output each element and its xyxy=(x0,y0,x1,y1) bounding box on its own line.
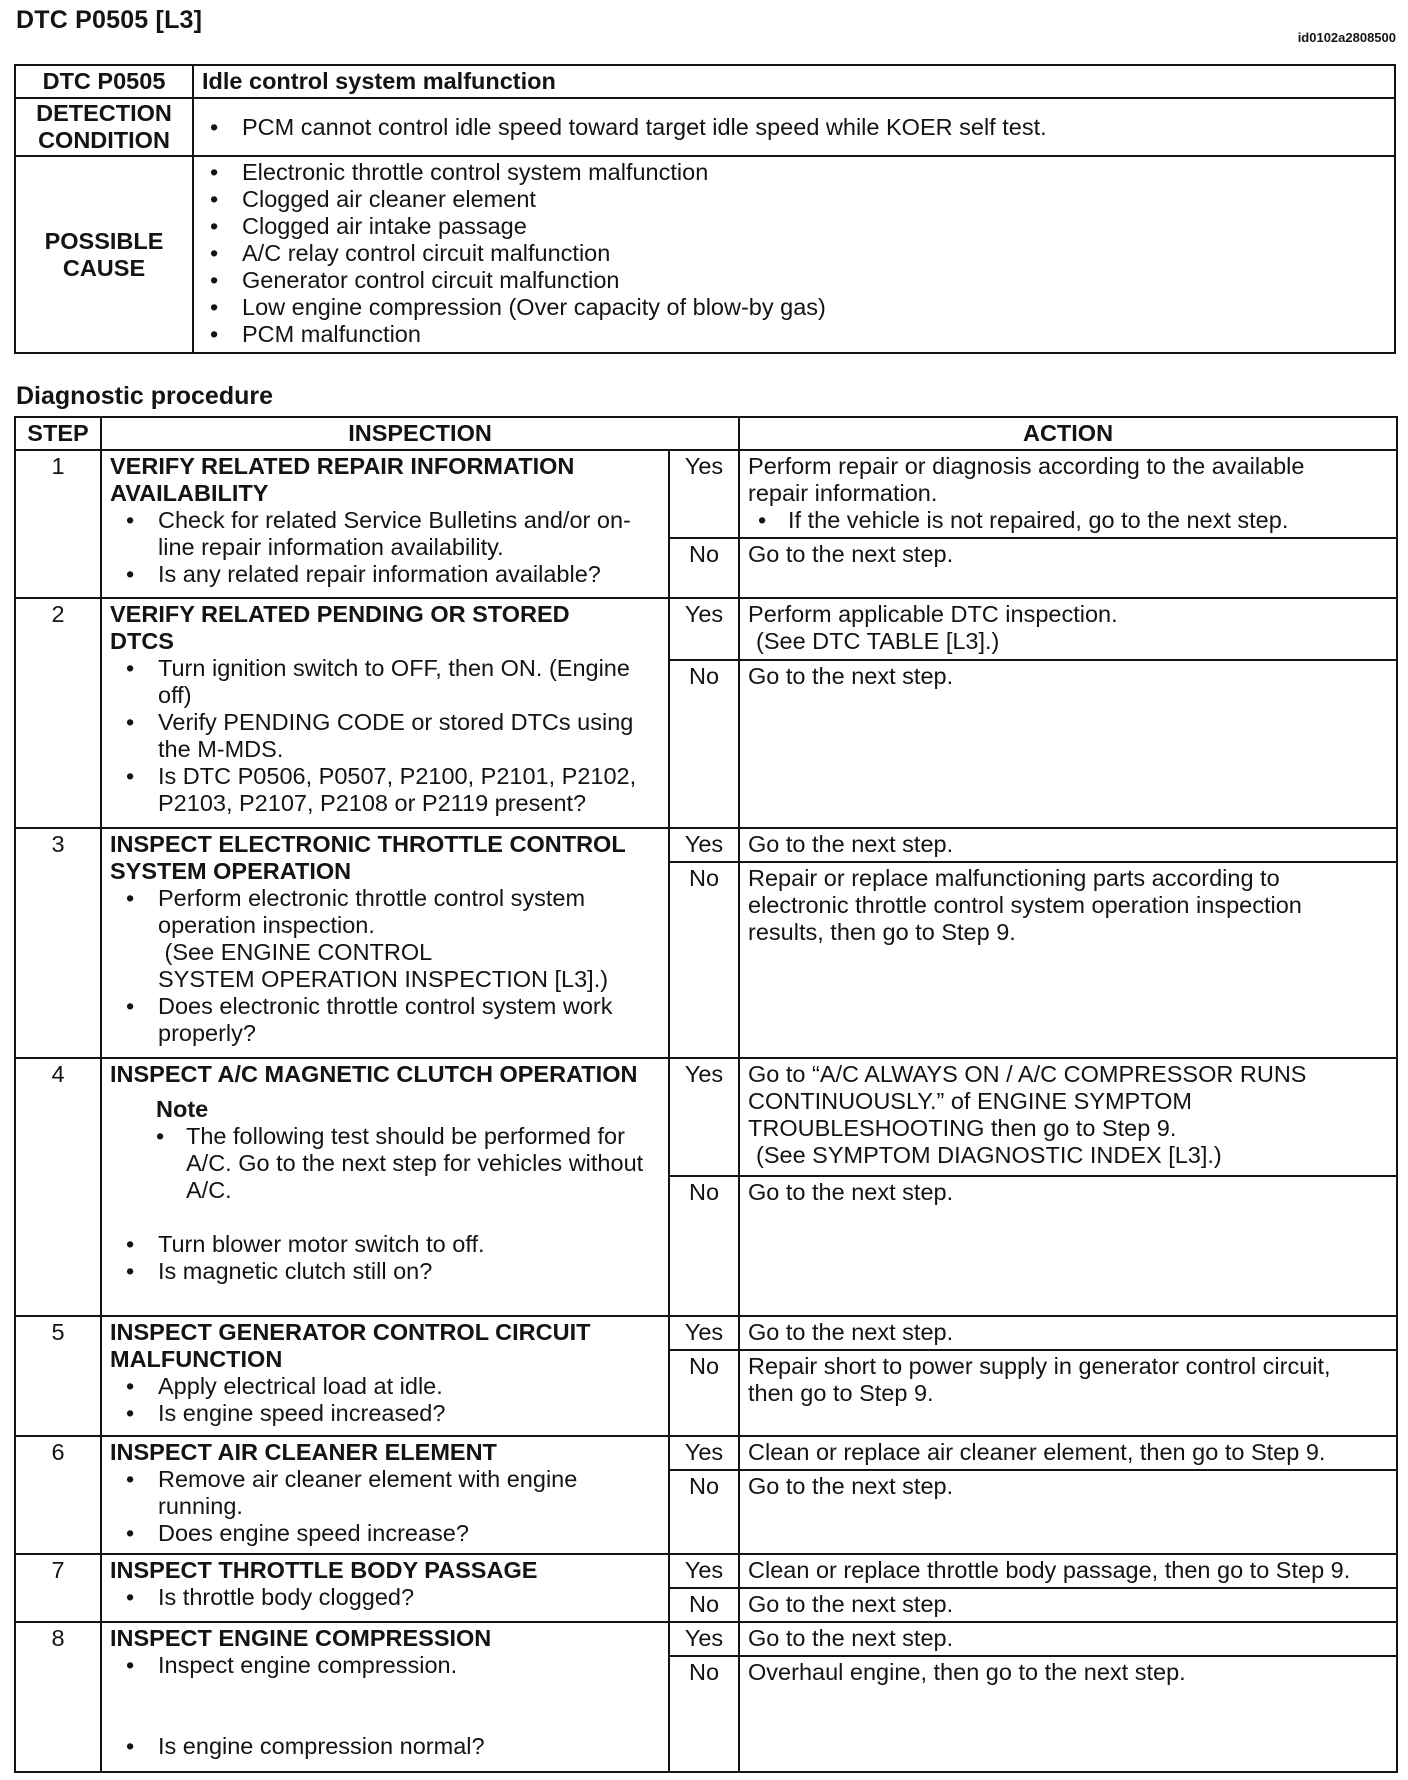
action-line: Go to “A/C ALWAYS ON / A/C COMPRESSOR RUNS xyxy=(748,1061,1307,1087)
detection-item: • PCM cannot control idle speed toward target idle speed while KOER self test. xyxy=(194,114,1390,141)
inspection-title-line: SYSTEM OPERATION xyxy=(110,858,352,884)
inspection-title-line: VERIFY RELATED REPAIR INFORMATION xyxy=(110,453,575,479)
bullet-line: (See ENGINE CONTROL xyxy=(158,939,433,965)
step-number: 4 xyxy=(15,1058,101,1316)
yes-action xyxy=(739,450,1397,538)
bullet-line: A/C. xyxy=(186,1177,232,1203)
detection-label-cell xyxy=(15,98,193,156)
inspection-title-line: INSPECT A/C MAGNETIC CLUTCH OPERATION xyxy=(110,1061,638,1087)
yes-action xyxy=(739,1436,1397,1470)
no-action xyxy=(739,1176,1397,1316)
bullet-line: The following test should be performed for xyxy=(186,1123,625,1149)
bullet-line: Remove air cleaner element with engine xyxy=(158,1466,578,1492)
no-label: No xyxy=(669,660,739,828)
no-label: No xyxy=(669,1350,739,1436)
step-row-2 xyxy=(15,598,1397,660)
action-line: (See SYMPTOM DIAGNOSTIC INDEX [L3].) xyxy=(756,1142,1222,1168)
inspection-cell xyxy=(101,1622,669,1772)
procedure-header-row xyxy=(15,417,1397,450)
inspection-bullet xyxy=(110,507,662,561)
bullet-line: properly? xyxy=(158,1020,256,1046)
inspection-title-line: INSPECT THROTTLE BODY PASSAGE xyxy=(110,1557,538,1583)
action-line: Perform repair or diagnosis according to the available xyxy=(748,453,1305,479)
step-number: 1 xyxy=(15,450,101,598)
no-label: No xyxy=(669,1470,739,1554)
no-action xyxy=(739,1588,1397,1622)
no-action xyxy=(739,1350,1397,1436)
cause-item: • A/C relay control circuit malfunction xyxy=(194,240,1390,267)
no-label: No xyxy=(669,538,739,598)
cause-item: • PCM malfunction xyxy=(194,321,1390,348)
no-action xyxy=(739,1470,1397,1554)
step-row-1 xyxy=(15,450,1397,538)
yes-label: Yes xyxy=(669,450,739,538)
step-row-3 xyxy=(15,828,1397,862)
no-label: No xyxy=(669,1656,739,1772)
inspection-bullet: • Does engine speed increase? xyxy=(110,1520,662,1547)
inspection-cell xyxy=(101,1554,669,1622)
dtc-summary-table xyxy=(14,64,1396,354)
action-line: Go to the next step. xyxy=(748,1319,954,1345)
inspection-title-line: INSPECT GENERATOR CONTROL CIRCUIT xyxy=(110,1319,591,1345)
summary-dtc-row xyxy=(15,65,1395,98)
column-header-inspection: INSPECTION xyxy=(101,417,739,450)
inspection-bullet xyxy=(110,655,662,709)
bullet-line: off) xyxy=(158,682,192,708)
step-row-6 xyxy=(15,1436,1397,1470)
bullet-line: Turn ignition switch to OFF, then ON. (Engine xyxy=(158,655,630,681)
bullet-line: the M-MDS. xyxy=(158,736,284,762)
inspection-title-line: INSPECT ELECTRONIC THROTTLE CONTROL xyxy=(110,831,626,857)
bullet-line: SYSTEM OPERATION INSPECTION [L3].) xyxy=(158,966,609,992)
inspection-cell xyxy=(101,1436,669,1554)
inspection-bullet xyxy=(110,1466,662,1520)
inspection-bullet xyxy=(110,709,662,763)
step-row-4 xyxy=(15,1058,1397,1176)
column-header-action: ACTION xyxy=(739,417,1397,450)
yes-action xyxy=(739,1316,1397,1350)
action-line: Go to the next step. xyxy=(748,541,954,567)
detection-label-line: DETECTION xyxy=(36,100,172,126)
bullet-line: A/C. Go to the next step for vehicles without xyxy=(186,1150,644,1176)
no-action xyxy=(739,1656,1397,1772)
action-line: Go to the next step. xyxy=(748,1625,954,1651)
action-line: results, then go to Step 9. xyxy=(748,919,1016,945)
no-action xyxy=(739,862,1397,1058)
note-bullet xyxy=(110,1123,662,1204)
no-action xyxy=(739,660,1397,828)
bullet-line: running. xyxy=(158,1493,243,1519)
action-line: Go to the next step. xyxy=(748,1179,954,1205)
yes-label: Yes xyxy=(669,828,739,862)
dtc-code-cell: DTC P0505 xyxy=(15,65,193,98)
cause-item: • Generator control circuit malfunction xyxy=(194,267,1390,294)
bullet-line: operation inspection. xyxy=(158,912,375,938)
yes-action xyxy=(739,828,1397,862)
inspection-bullet: • Is throttle body clogged? xyxy=(110,1584,662,1611)
inspection-title-line: VERIFY RELATED PENDING OR STORED xyxy=(110,601,570,627)
document-id: id0102a2808500 xyxy=(1297,30,1396,45)
action-line: Go to the next step. xyxy=(748,663,954,689)
bullet-line: P2103, P2107, P2108 or P2119 present? xyxy=(158,790,587,816)
inspection-bullet: • Is engine compression normal? xyxy=(110,1733,662,1760)
no-label: No xyxy=(669,1588,739,1622)
inspection-bullet: • Is engine speed increased? xyxy=(110,1400,662,1427)
cause-value-cell xyxy=(193,156,1395,353)
bullet-line: Verify PENDING CODE or stored DTCs using xyxy=(158,709,634,735)
inspection-bullet: • Inspect engine compression. xyxy=(110,1652,662,1679)
action-bullet: • If the vehicle is not repaired, go to the next step. xyxy=(748,507,1390,534)
inspection-bullet xyxy=(110,763,662,817)
bullet-line: line repair information availability. xyxy=(158,534,504,560)
yes-label: Yes xyxy=(669,1058,739,1176)
dtc-description-cell: Idle control system malfunction xyxy=(193,65,1395,98)
yes-action xyxy=(739,1554,1397,1588)
yes-label: Yes xyxy=(669,1436,739,1470)
detection-value-cell xyxy=(193,98,1395,156)
inspection-bullet: • Turn blower motor switch to off. xyxy=(110,1231,662,1258)
inspection-bullet: • Is magnetic clutch still on? xyxy=(110,1258,662,1285)
action-line: Go to the next step. xyxy=(748,1591,954,1617)
summary-detection-row xyxy=(15,98,1395,156)
inspection-title-line: INSPECT ENGINE COMPRESSION xyxy=(110,1625,492,1651)
yes-label: Yes xyxy=(669,1622,739,1656)
inspection-cell xyxy=(101,450,669,598)
action-line: repair information. xyxy=(748,480,938,506)
inspection-title-line: AVAILABILITY xyxy=(110,480,269,506)
inspection-cell xyxy=(101,828,669,1058)
inspection-bullet: • Is any related repair information available? xyxy=(110,561,662,588)
inspection-cell xyxy=(101,598,669,828)
bullet-spacer xyxy=(110,1679,662,1706)
action-line: TROUBLESHOOTING then go to Step 9. xyxy=(748,1115,1177,1141)
detection-label-line: CONDITION xyxy=(38,127,170,153)
step-number: 8 xyxy=(15,1622,101,1772)
step-number: 5 xyxy=(15,1316,101,1436)
action-line: Clean or replace throttle body passage, then go to Step 9. xyxy=(748,1557,1351,1583)
step-number: 6 xyxy=(15,1436,101,1554)
bullet-line: Is DTC P0506, P0507, P2100, P2101, P2102, xyxy=(158,763,637,789)
no-label: No xyxy=(669,1176,739,1316)
cause-item: • Low engine compression (Over capacity of blow-by gas) xyxy=(194,294,1390,321)
cause-label-line: CAUSE xyxy=(62,254,146,281)
action-line: Go to the next step. xyxy=(748,1473,954,1499)
section-title: Diagnostic procedure xyxy=(16,382,273,410)
bullet-line: Does electronic throttle control system work xyxy=(158,993,613,1019)
inspection-cell xyxy=(101,1058,669,1316)
bullet-line: Perform electronic throttle control system xyxy=(158,885,586,911)
inspection-title-line: DTCS xyxy=(110,628,174,654)
note-title: Note xyxy=(156,1096,209,1122)
step-number: 2 xyxy=(15,598,101,828)
cause-item: • Clogged air cleaner element xyxy=(194,186,1390,213)
action-line: then go to Step 9. xyxy=(748,1380,934,1406)
cause-item: • Clogged air intake passage xyxy=(194,213,1390,240)
yes-action xyxy=(739,1058,1397,1176)
action-line: CONTINUOUSLY.” of ENGINE SYMPTOM xyxy=(748,1088,1192,1114)
bullet-spacer xyxy=(110,1706,662,1733)
no-action xyxy=(739,538,1397,598)
inspection-bullet xyxy=(110,885,662,993)
step-row-7 xyxy=(15,1554,1397,1588)
cause-label-line: POSSIBLE xyxy=(44,227,164,254)
inspection-bullet: • Apply electrical load at idle. xyxy=(110,1373,662,1400)
step-number: 3 xyxy=(15,828,101,1058)
inspection-cell xyxy=(101,1316,669,1436)
bullet-line: Check for related Service Bulletins and/or on- xyxy=(158,507,631,533)
inspection-title-line: MALFUNCTION xyxy=(110,1346,283,1372)
cause-item: • Electronic throttle control system malfunction xyxy=(194,159,1390,186)
page-title: DTC P0505 [L3] xyxy=(16,6,203,34)
step-row-8 xyxy=(15,1622,1397,1656)
action-line: Perform applicable DTC inspection. xyxy=(748,601,1118,627)
yes-label: Yes xyxy=(669,1316,739,1350)
column-header-step: STEP xyxy=(15,417,101,450)
inspection-title-line: INSPECT AIR CLEANER ELEMENT xyxy=(110,1439,497,1465)
cause-label-cell xyxy=(15,156,193,353)
action-line: electronic throttle control system operation inspection xyxy=(748,892,1302,918)
yes-action xyxy=(739,598,1397,660)
action-line: Repair or replace malfunctioning parts according to xyxy=(748,865,1280,891)
diagnostic-procedure-table xyxy=(14,416,1398,1773)
note-spacer xyxy=(110,1204,662,1231)
yes-label: Yes xyxy=(669,598,739,660)
inspection-bullet xyxy=(110,993,662,1047)
action-line: Repair short to power supply in generator control circuit, xyxy=(748,1353,1331,1379)
yes-action xyxy=(739,1622,1397,1656)
step-number: 7 xyxy=(15,1554,101,1622)
action-line: Clean or replace air cleaner element, then go to Step 9. xyxy=(748,1439,1326,1465)
step-row-5 xyxy=(15,1316,1397,1350)
action-line: Go to the next step. xyxy=(748,831,954,857)
summary-cause-row xyxy=(15,156,1395,353)
action-line: (See DTC TABLE [L3].) xyxy=(756,628,1000,654)
action-line: Overhaul engine, then go to the next step. xyxy=(748,1659,1186,1685)
no-label: No xyxy=(669,862,739,1058)
yes-label: Yes xyxy=(669,1554,739,1588)
